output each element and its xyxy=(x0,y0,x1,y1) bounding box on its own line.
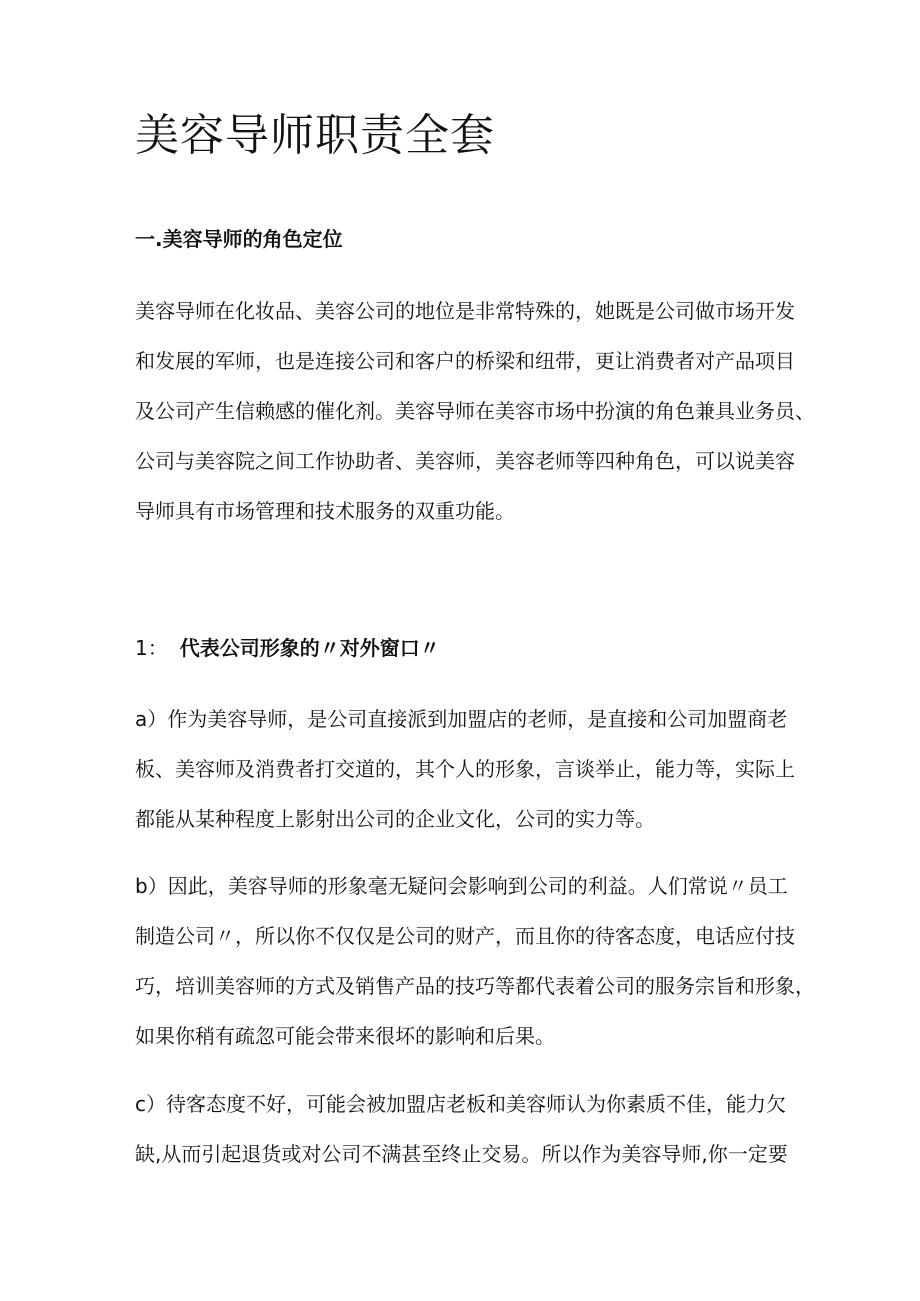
paragraph-line: 巧，培训美容师的方式及销售产品的技巧等都代表着公司的服务宗旨和形象， xyxy=(135,974,815,998)
paragraph-line: 导师具有市场管理和技术服务的双重功能。 xyxy=(135,499,515,523)
paragraph-line: 及公司产生信赖感的催化剂。美容导师在美容市场中扮演的角色兼具业务员、 xyxy=(135,399,815,423)
paragraph-line: a）作为美容导师，是公司直接派到加盟店的老师，是直接和公司加盟商老 xyxy=(135,707,788,731)
paragraph-line: 美容导师在化妆品、美容公司的地位是非常特殊的，她既是公司做市场开发 xyxy=(135,299,795,323)
document-title: 美容导师职责全套 xyxy=(135,110,495,161)
paragraph-line: 制造公司〃，所以你不仅仅是公司的财产，而且你的待客态度，电话应付技 xyxy=(135,924,795,948)
intro-paragraph xyxy=(135,286,815,536)
paragraph-line: b）因此，美容导师的形象毫无疑问会影响到公司的利益。人们常说〃员工 xyxy=(135,874,788,898)
paragraph-line: c）待客态度不好，可能会被加盟店老板和美容师认为你素质不佳，能力欠 xyxy=(135,1092,786,1116)
item-a-paragraph xyxy=(135,694,795,844)
subsection-title: 代表公司形象的〃对外窗口〃 xyxy=(179,636,440,660)
subsection-heading xyxy=(135,633,440,663)
paragraph-line: 如果你稍有疏忽可能会带来很坏的影响和后果。 xyxy=(135,1024,555,1048)
paragraph-line: 板、美容师及消费者打交道的，其个人的形象，言谈举止，能力等，实际上 xyxy=(135,757,795,781)
paragraph-line: 都能从某种程度上影射出公司的企业文化，公司的实力等。 xyxy=(135,807,655,831)
item-b-paragraph xyxy=(135,861,815,1061)
subsection-number: 1： xyxy=(135,636,168,660)
paragraph-line: 公司与美容院之间工作协助者、美容师，美容老师等四种角色，可以说美容 xyxy=(135,449,795,473)
paragraph-line: 缺,从而引起退货或对公司不满甚至终止交易。所以作为美容导师,你一定要 xyxy=(135,1142,788,1166)
item-c-paragraph xyxy=(135,1079,788,1179)
paragraph-line: 和发展的军师，也是连接公司和客户的桥梁和纽带，更让消费者对产品项目 xyxy=(135,349,795,373)
section-heading-role: 一.美容导师的角色定位 xyxy=(135,227,343,251)
